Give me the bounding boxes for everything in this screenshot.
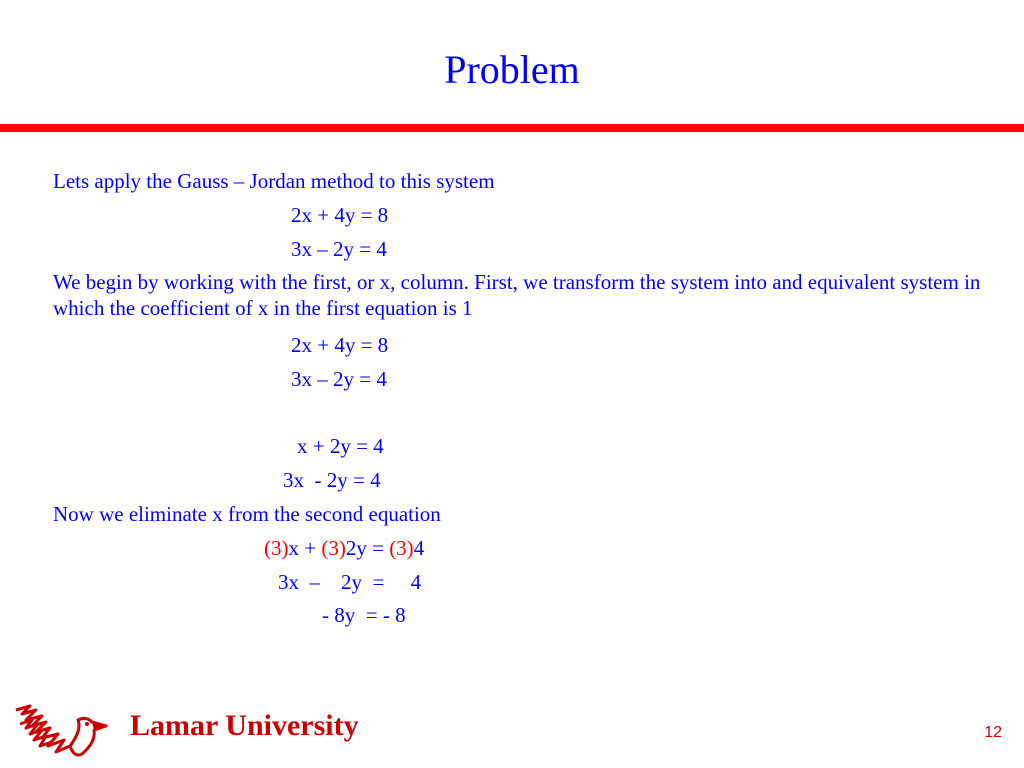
page-number: 12 bbox=[984, 724, 1002, 741]
step-text: Now we eliminate x from the second equation bbox=[53, 502, 441, 526]
explanation-paragraph: We begin by working with the first, or x, column. First, we transform the system into and equivalent system in which the coefficient of x in the first equation is 1 bbox=[53, 270, 981, 320]
multiplier-3: (3) bbox=[389, 536, 414, 560]
system1-eq1: 2x + 4y = 8 bbox=[291, 203, 389, 227]
system2-eq2: 3x – 2y = 4 bbox=[291, 367, 387, 391]
multiplier-2: (3) bbox=[321, 536, 346, 560]
slide-title: Problem bbox=[444, 47, 580, 92]
term-1: x + bbox=[288, 536, 322, 560]
multiplier-1: (3) bbox=[264, 536, 289, 560]
footer-university-name: Lamar University bbox=[130, 709, 359, 742]
system3-eq1: x + 2y = 4 bbox=[297, 434, 384, 458]
title-divider bbox=[0, 124, 1024, 132]
cardinal-logo-icon bbox=[12, 700, 112, 762]
term-3: 4 bbox=[413, 536, 425, 560]
system1-eq2: 3x – 2y = 4 bbox=[291, 237, 387, 261]
elimination-line2: 3x – 2y = 4 bbox=[278, 570, 422, 594]
intro-text: Lets apply the Gauss – Jordan method to this system bbox=[53, 169, 495, 193]
elimination-line3: - 8y = - 8 bbox=[322, 603, 406, 627]
elimination-line1 bbox=[264, 535, 424, 561]
system3-eq2: 3x - 2y = 4 bbox=[283, 468, 381, 492]
system2-eq1: 2x + 4y = 8 bbox=[291, 333, 389, 357]
term-2: 2y = bbox=[345, 536, 390, 560]
